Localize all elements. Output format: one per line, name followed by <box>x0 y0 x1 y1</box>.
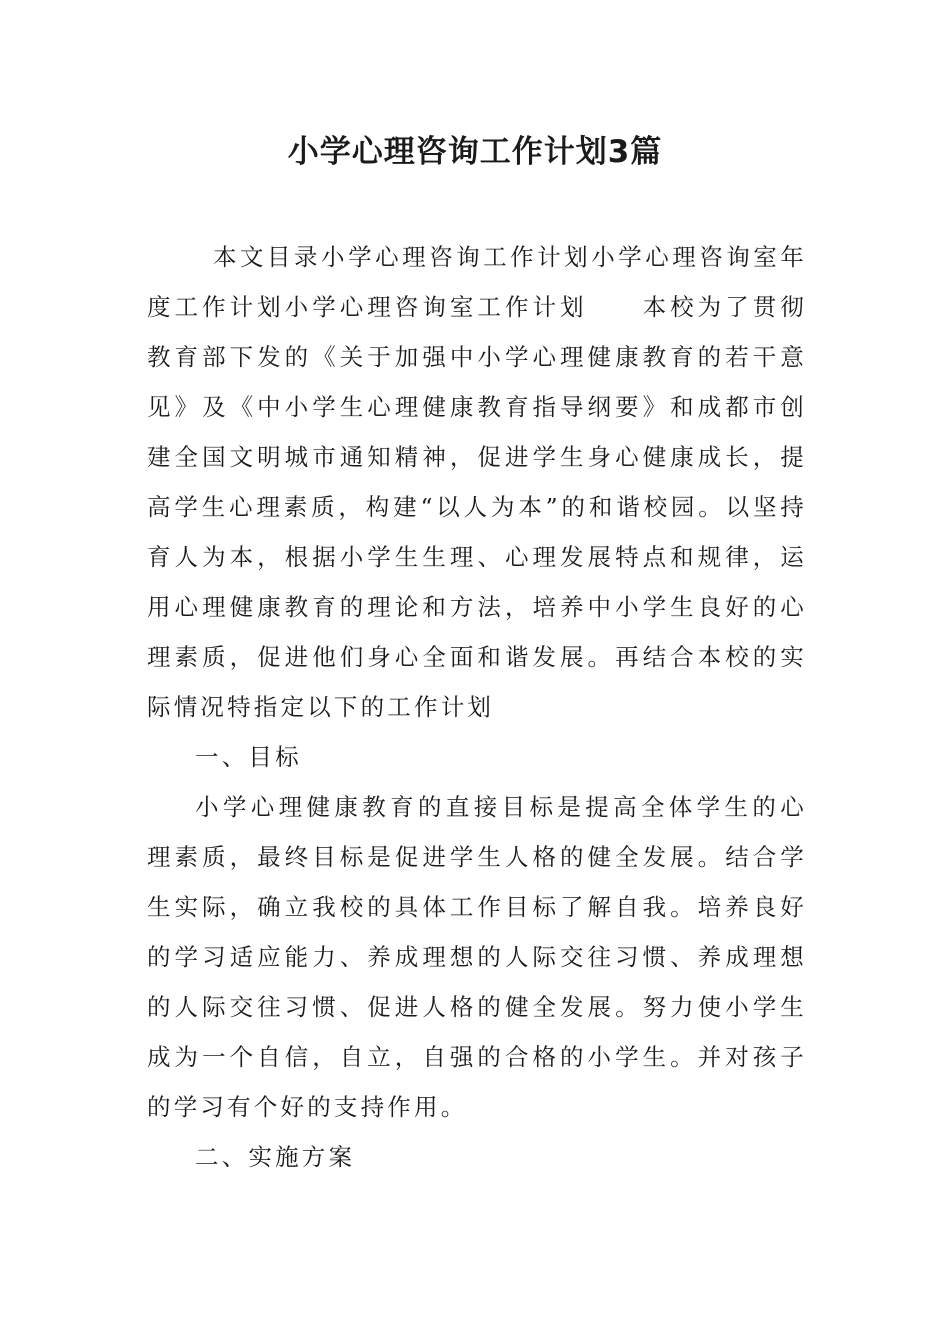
section-heading-implementation: 二、实施方案 <box>195 1143 356 1171</box>
document-body <box>147 232 807 1182</box>
goals-paragraph: 小学心理健康教育的直接目标是提高全体学生的心理素质，最终目标是促进学生人格的健全发展。结合学生实际，确立我校的具体工作目标了解自我。培养良好的学习适应能力、养成理想的人际交往习惯、养成理想的人际交往习惯、促进人格的健全发展。努力使小学生成为一个自信，自立，自强的合格的小学生。并对孩子的学习有个好的支持作用。 <box>147 793 807 1121</box>
section-heading-goals: 一、目标 <box>195 743 302 771</box>
intro-paragraph: 本文目录小学心理咨询工作计划小学心理咨询室年度工作计划小学心理咨询室工作计划 本校为了贯彻教育部下发的《关于加强中小学心理健康教育的若干意见》及《中小学生心理健康教育指导纲要》和成都市创建全国文明城市通知精神，促进学生身心健康成长，提高学生心理素质，构建“以人为本”的和谐校园。以坚持育人为本，根据小学生生理、心理发展特点和规律，运用心理健康教育的理论和方法，培养中小学生良好的心理素质，促进他们身心全面和谐发展。再结合本校的实际情况特指定以下的工作计划 <box>147 243 807 721</box>
document-title: 小学心理咨询工作计划3篇 <box>287 134 663 170</box>
